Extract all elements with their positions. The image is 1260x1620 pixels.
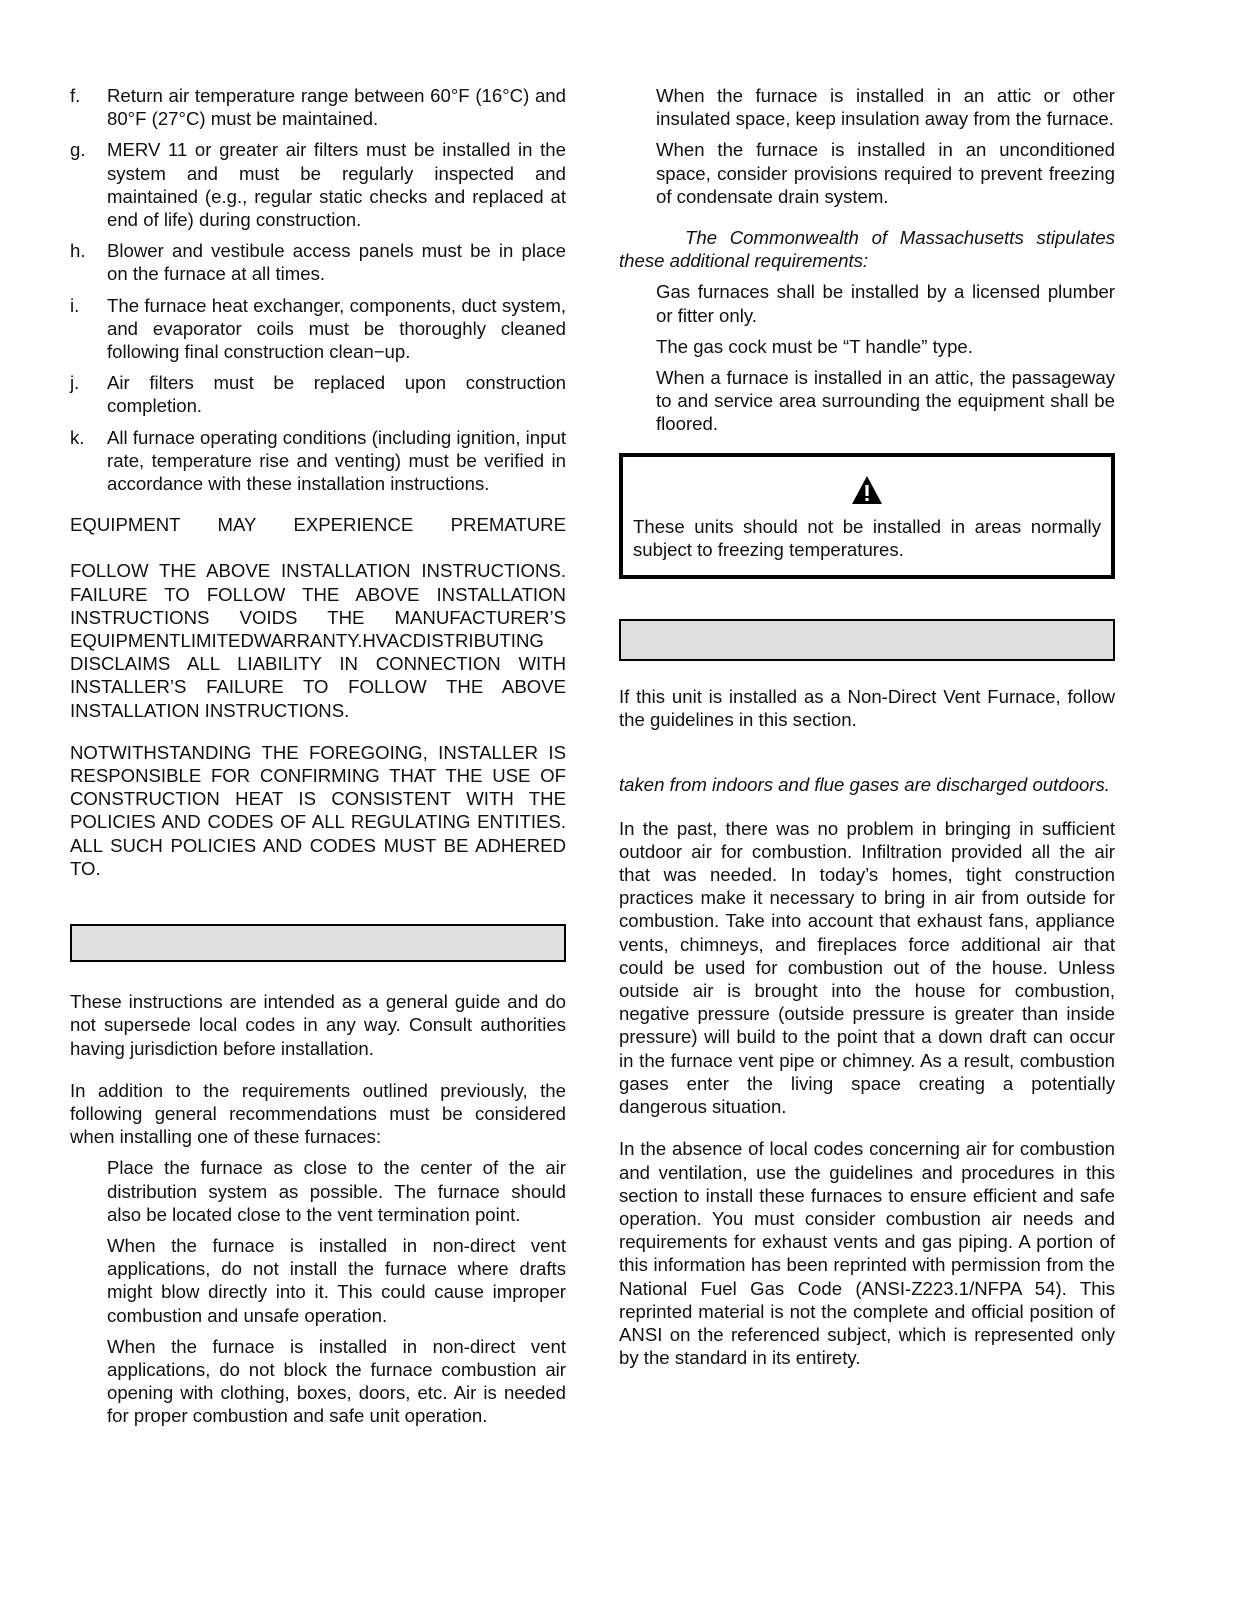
italic-line: taken from indoors and flue gases are discharged outdoors. <box>619 774 1110 796</box>
list-item-i <box>70 294 566 364</box>
list-label: g. <box>70 139 86 161</box>
massachusetts-item: When a furnace is installed in an attic, the passageway to and service area surrounding the equipment shall be floored. <box>656 367 1115 435</box>
list-item-k <box>70 426 566 496</box>
warning-text: These units should not be installed in areas normally subject to freezing temperatures. <box>633 515 1101 560</box>
list-item-g <box>70 138 566 231</box>
list-item-f <box>70 84 566 130</box>
list-text: The furnace heat exchanger, components, duct system, and evaporator coils must be thoroughly cleaned following final construction clean−up. <box>107 294 566 363</box>
warranty-paragraph: FOLLOW THE ABOVE INSTALLATION INSTRUCTIONS. FAILURE TO FOLLOW THE ABOVE INSTALLATION INSTRUCTIONS VOIDS THE MANUFACTURER’S EQUIPMENTLIMITEDWARRANTY.HVACDISTRIBUTING DISCLAIMS ALL LIABILITY IN CONNECTION WITH INSTALLER’S FAILURE TO FOLLOW THE ABOVE INSTALLATION INSTRUCTIONS. <box>70 560 566 721</box>
list-label: i. <box>70 294 80 316</box>
list-text: All furnace operating conditions (including ignition, input rate, temperature rise and venting) must be verified in accordance with these installation instructions. <box>107 426 566 495</box>
construction-heat-paragraph: NOTWITHSTANDING THE FOREGOING, INSTALLER IS RESPONSIBLE FOR CONFIRMING THAT THE USE OF CONSTRUCTION HEAT IS CONSISTENT WITH THE POLICIES AND CODES OF ALL REGULATING ENTITIES. ALL SUCH POLICIES AND CODES MUST BE ADHERED TO. <box>70 741 566 879</box>
section-heading-bar <box>70 924 566 962</box>
warning-box <box>619 453 1115 579</box>
left-column <box>70 84 566 1436</box>
list-label: f. <box>70 85 81 106</box>
recommendation-item: When the furnace is installed in non-direct vent applications, do not block the furnace combustion air opening with clothing, boxes, doors, etc. Air is needed for proper combustion and safe unit operation. <box>107 1335 566 1427</box>
list-label: k. <box>70 426 85 448</box>
recommendation-item: When the furnace is installed in an unconditioned space, consider provisions required to prevent freezing of condensate drain system. <box>656 139 1115 207</box>
warning-triangle-icon <box>633 475 1101 515</box>
list-text: Return air temperature range between 60°F (16°C) and 80°F (27°C) must be maintained. <box>107 85 566 130</box>
recommendation-item: When the furnace is installed in an attic or other insulated space, keep insulation away from the furnace. <box>656 85 1115 130</box>
caps-line: EQUIPMENT MAY EXPERIENCE PREMATURE <box>70 514 566 536</box>
intro-paragraph: These instructions are intended as a general guide and do not supersede local codes in any way. Consult authorities having jurisdiction before installation. <box>70 991 566 1059</box>
past-paragraph: In the past, there was no problem in bringing in sufficient outdoor air for combustion. Infiltration provided all the air that was needed. In today’s homes, tight construction practices make it necessary to bring in air from outside for combustion. Take into account that exhaust fans, appliance vents, chimneys, and fireplaces force additional air that could be used for combustion out of the house. Unless outside air is brought into the house for combustion, negative pressure (outside pressure is greater than inside pressure) will build to the point that a down draft can occur in the furnace vent pipe or chimney. As a result, combustion gases enter the living space creating a potentially dangerous situation. <box>619 817 1115 1118</box>
list-label: h. <box>70 240 86 262</box>
recommendation-item: Place the furnace as close to the center of the air distribution system as possible. The furnace should also be located close to the vent termination point. <box>107 1157 566 1225</box>
list-label: j. <box>70 372 80 394</box>
list-text: Blower and vestibule access panels must be in place on the furnace at all times. <box>107 240 566 285</box>
list-text: MERV 11 or greater air filters must be installed in the system and must be regularly inspected and maintained (e.g., regular static checks and replaced at end of life) during construction. <box>107 139 566 231</box>
list-item-h <box>70 239 566 285</box>
massachusetts-item: Gas furnaces shall be installed by a licensed plumber or fitter only. <box>656 281 1115 326</box>
massachusetts-item: The gas cock must be “T handle” type. <box>656 335 973 357</box>
list-item-j <box>70 371 566 417</box>
massachusetts-intro: The Commonwealth of Massachusetts stipulates these additional requirements: <box>619 227 1115 272</box>
recommendation-item: When the furnace is installed in non-direct vent applications, do not install the furnace where drafts might blow directly into it. This could cause improper combustion and unsafe operation. <box>107 1234 566 1326</box>
requirements-paragraph: In addition to the requirements outlined previously, the following general recommendations must be considered when installing one of these furnaces: <box>70 1079 566 1148</box>
non-direct-paragraph: If this unit is installed as a Non-Direct Vent Furnace, follow the guidelines in this section. <box>619 686 1115 731</box>
list-text: Air filters must be replaced upon construction completion. <box>107 372 566 417</box>
right-column <box>619 84 1115 1369</box>
absence-paragraph: In the absence of local codes concerning air for combustion and ventilation, use the guidelines and procedures in this section to install these furnaces to ensure efficient and safe operation. You must consider combustion air needs and requirements for exhaust vents and gas piping. A portion of this information has been reprinted with permission from the National Fuel Gas Code (ANSI-Z223.1/NFPA 54). This reprinted material is not the complete and official position of ANSI on the referenced subject, which is represented only by the standard in its entirety. <box>619 1138 1115 1369</box>
section-heading-bar <box>619 619 1115 661</box>
